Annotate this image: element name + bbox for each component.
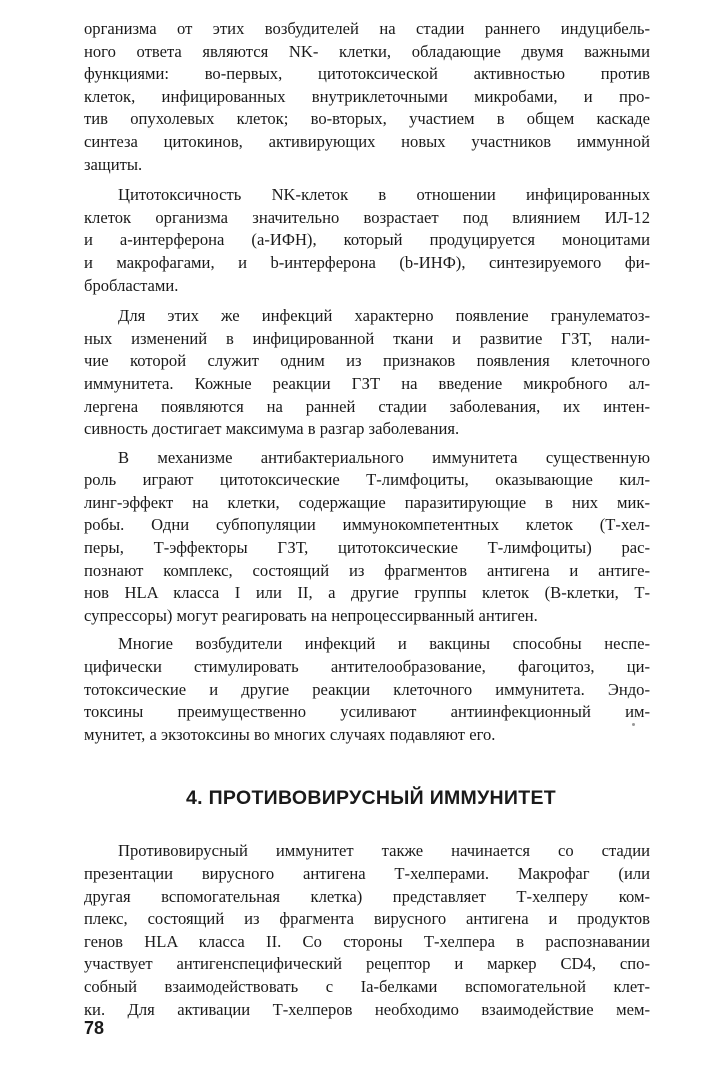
print-speck [632, 723, 635, 726]
text-line: перы, Т-эффекторы ГЗТ, цитотоксические Т-лимфоциты) рас- [84, 538, 650, 558]
text-line: В механизме антибактериального иммунитета существенную [118, 447, 650, 467]
text-line: тотоксические и другие реакции клеточного иммунитета. Эндо- [84, 679, 650, 699]
page-body [84, 18, 650, 1021]
text-line: функциями: во-первых, цитотоксической активностью против [84, 64, 650, 84]
text-line: клеток организма значительно возрастает под влиянием ИЛ-12 [84, 207, 650, 227]
text-line: и макрофагами, и b-интерферона (b-ИНФ), синтезируемого фи- [84, 252, 650, 272]
paragraph-nk-cells [84, 18, 650, 176]
text-line: синтеза цитокинов, активирующих новых участников иммунной [84, 131, 650, 151]
text-line: тив опухолевых клеток; во-вторых, участием в общем каскаде [84, 109, 650, 129]
text-line: Многие возбудители инфекций и вакцины способны неспе- [118, 634, 650, 654]
paragraph-granulomatous [84, 305, 650, 441]
text-line: цифически стимулировать антителообразование, фагоцитоз, ци- [84, 657, 650, 677]
text-line: презентации вирусного антигена Т-хелперами. Макрофаг (или [84, 864, 650, 883]
text-line: ного ответа являются NK- клетки, обладающие двумя важными [84, 41, 650, 61]
text-line: нов HLA класса I или II, а другие группы клеток (В-клетки, Т- [84, 583, 650, 603]
text-line: роль играют цитотоксические Т-лимфоциты, оказывающие кил- [84, 470, 650, 490]
text-line: Для этих же инфекций характерно появление гранулематоз- [118, 306, 650, 326]
text-line: плекс, состоящий из фрагмента вирусного антигена и продуктов [84, 909, 650, 929]
text-line: организма от этих возбудителей на стадии раннего индуцибель- [84, 19, 650, 38]
text-line: линг-эффект на клетки, содержащие паразитирующие в них мик- [84, 492, 650, 512]
text-line: другая вспомогательная клетка) представляет Т-хелперу ком- [84, 886, 650, 906]
text-line: иммунитета. Кожные реакции ГЗТ на введение микробного ал- [84, 373, 650, 393]
text-line: бробластами. [84, 275, 179, 295]
text-line: собный взаимодействовать с Ia-белками вспомогательной клет- [84, 976, 650, 996]
text-line: чие которой служит одним из признаков появления клеточного [84, 351, 650, 371]
text-line: сивность достигает максимума в разгар заболевания. [84, 419, 460, 439]
text-line: участвует антигенспецифический рецептор и маркер CD4, спо- [84, 954, 650, 974]
paragraph-antiviral [84, 840, 650, 1021]
text-line: и а-интерферона (а-ИФН), который продуцируется моноцитами [84, 230, 650, 250]
text-line: мунитет, а экзотоксины во многих случаях подавляют его. [84, 724, 496, 744]
paragraph-cytotoxicity [84, 184, 650, 297]
text-line: Противовирусный иммунитет также начинается со стадии [118, 841, 650, 861]
text-line: клеток, инфицированных внутриклеточными микробами, и про- [84, 86, 650, 106]
text-line: ных изменений в инфицированной ткани и развитие ГЗТ, нали- [84, 328, 650, 348]
paragraph-nonspecific [84, 633, 650, 746]
text-line: Цитотоксичность NK-клеток в отношении инфицированных [118, 185, 650, 205]
text-line: супрессоры) могут реагировать на непроцессирванный антиген. [84, 605, 538, 625]
text-line: лергена появляются на ранней стадии заболевания, их интен- [84, 396, 650, 416]
section-heading: 4. ПРОТИВОВИРУСНЫЙ ИММУНИТЕТ [186, 787, 556, 810]
text-line: защиты. [84, 154, 143, 174]
paragraph-antibacterial [84, 447, 650, 628]
text-line: токсины преимущественно усиливают антиинфекционный им- [84, 702, 650, 722]
page-number: 78 [84, 1018, 105, 1038]
text-line: робы. Одни субпопуляции иммунокомпетентных клеток (Т-хел- [84, 515, 650, 535]
text-line: генов HLA класса II. Со стороны Т-хелпера в распознавании [84, 931, 650, 951]
text-line: ки. Для активации Т-хелперов необходимо взаимодействие мем- [84, 999, 650, 1019]
text-line: познают комплекс, состоящий из фрагментов антигена и антиге- [84, 560, 650, 580]
